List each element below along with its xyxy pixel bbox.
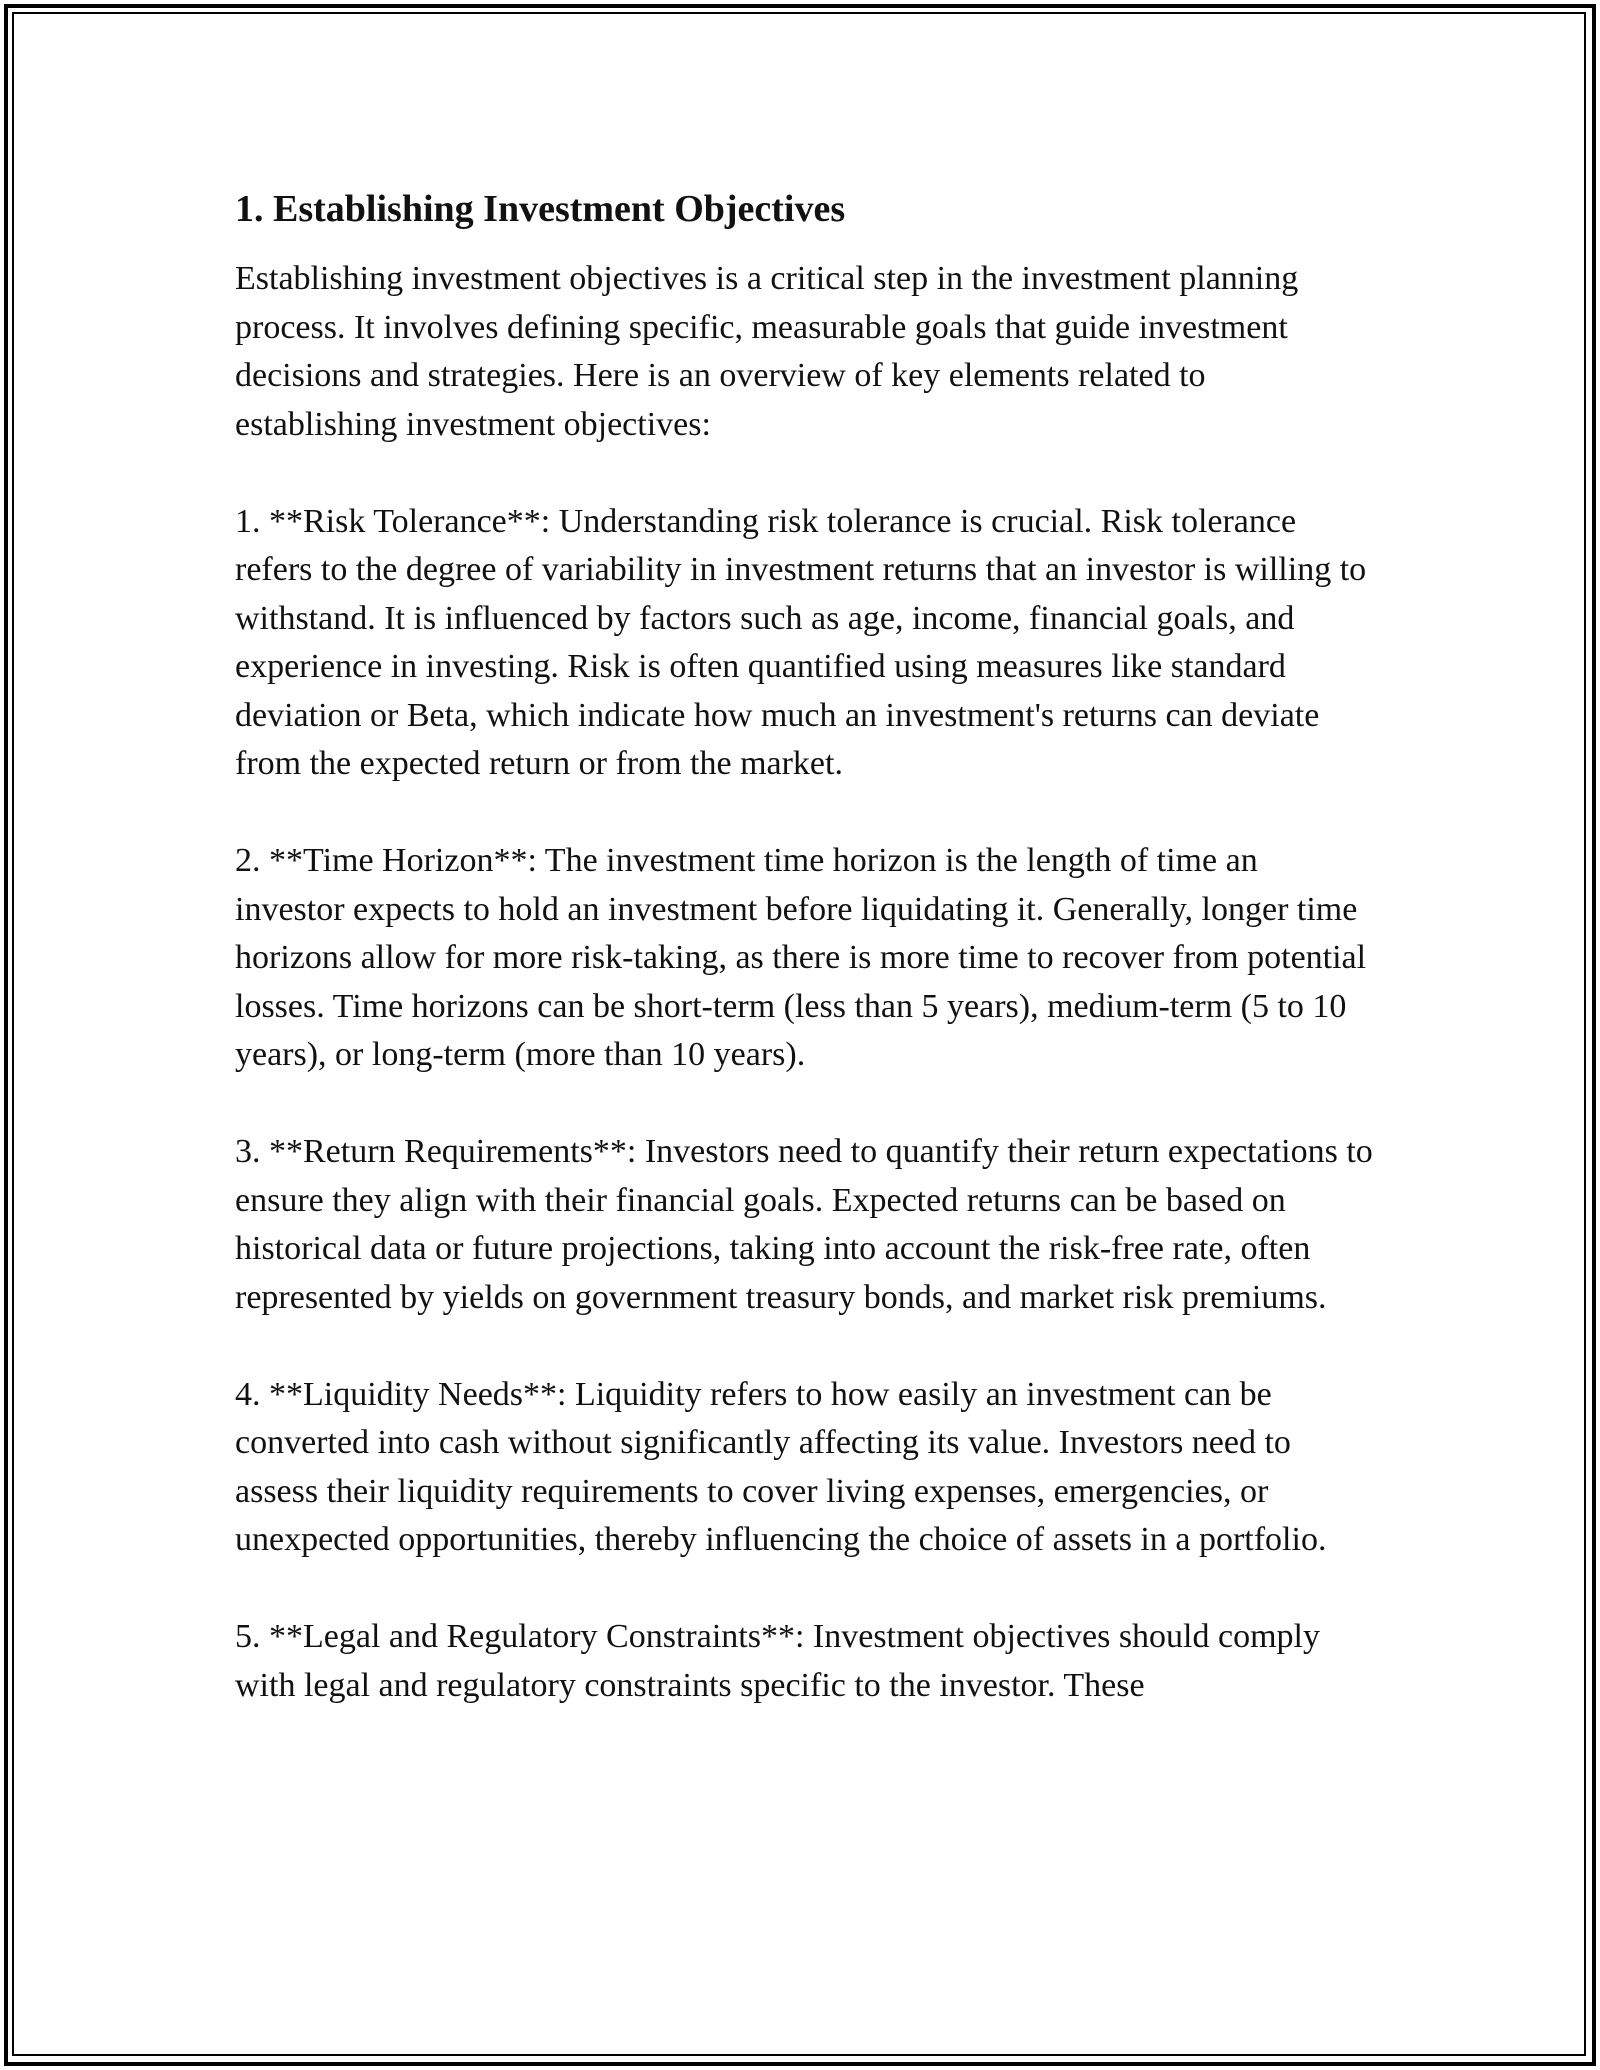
risk-tolerance-paragraph: 1. **Risk Tolerance**: Understanding risk tolerance is crucial. Risk tolerance refers to the degree of variability in investment returns that an investor is willing to withstand. It is influenced by factors such as age, income, financial goals, and experience in investing. Risk is often quantified using measures like standard deviation or Beta, which indicate how much an investment's returns can deviate from the expected return or from the market. bbox=[235, 502, 1367, 782]
legal-constraints-paragraph: 5. **Legal and Regulatory Constraints**: Investment objectives should comply with legal and regulatory constraints specific to the investor. These bbox=[235, 1618, 1320, 1704]
intro-paragraph: Establishing investment objectives is a critical step in the investment planning process. It involves defining specific, measurable goals that guide investment decisions and strategies. Here is an overview of key elements related to establishing investment objectives: bbox=[235, 260, 1299, 443]
section-heading: 1. Establishing Investment Objectives bbox=[235, 188, 846, 230]
liquidity-needs-paragraph: 4. **Liquidity Needs**: Liquidity refers to how easily an investment can be converted into cash without significantly affecting its value. Investors need to assess their liquidity requirements to cover living expenses, emergencies, or unexpected opportunities, thereby influencing the choice of assets in a portfolio. bbox=[235, 1375, 1327, 1558]
return-requirements-paragraph: 3. **Return Requirements**: Investors need to quantify their return expectations to ensure they align with their financial goals. Expected returns can be based on historical data or future projections, taking into account the risk-free rate, often represented by yields on government treasury bonds, and market risk premiums. bbox=[235, 1133, 1373, 1316]
time-horizon-paragraph: 2. **Time Horizon**: The investment time horizon is the length of time an investor expects to hold an investment before liquidating it. Generally, longer time horizons allow for more risk-taking, as there is more time to recover from potential losses. Time horizons can be short-term (less than 5 years), medium-term (5 to 10 years), or long-term (more than 10 years). bbox=[235, 842, 1367, 1073]
document-body bbox=[235, 185, 1375, 1710]
